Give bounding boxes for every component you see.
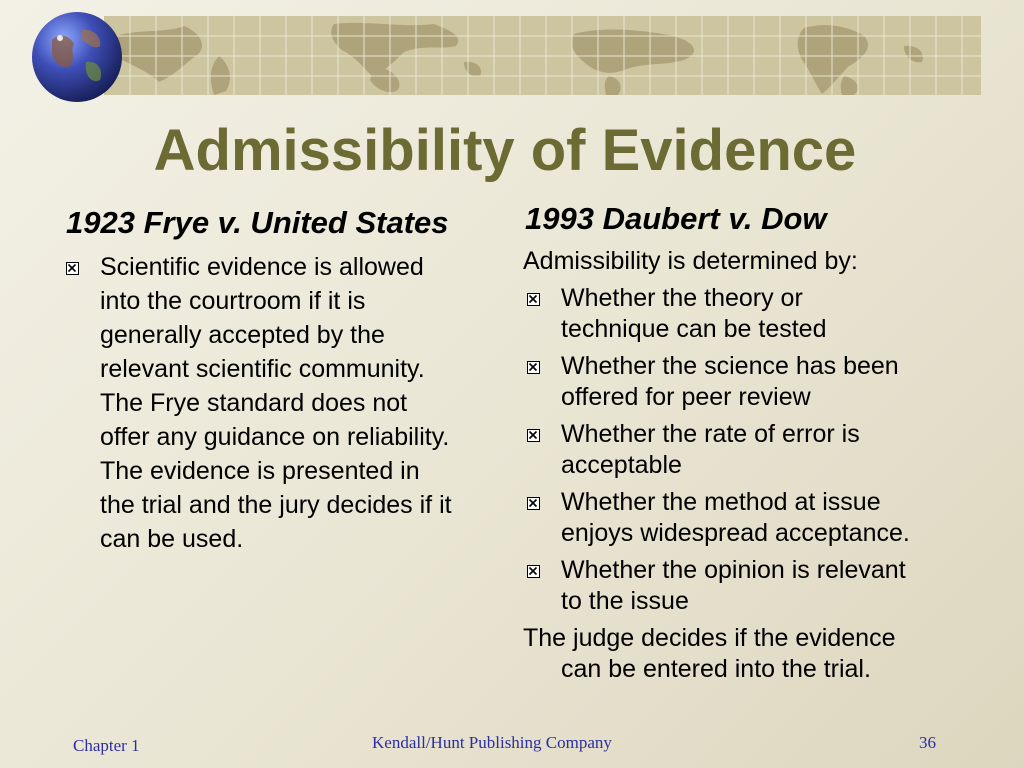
- frye-line: can be used.: [100, 525, 244, 553]
- closing-line: The judge decides if the evidence: [523, 624, 896, 652]
- daubert-bullet: [523, 283, 993, 345]
- frye-line: offer any guidance on reliability.: [100, 423, 450, 451]
- daubert-bullet-line: to the issue: [561, 587, 689, 615]
- daubert-closing: [523, 623, 993, 685]
- frye-heading: 1923 Frye v. United States: [66, 205, 449, 240]
- daubert-bullet-line: Whether the method at issue: [561, 488, 881, 516]
- checkbox-x-icon: [527, 497, 540, 510]
- frye-line: relevant scientific community.: [100, 355, 425, 383]
- checkbox-x-icon: [527, 565, 540, 578]
- daubert-bullet: [523, 487, 993, 549]
- footer-chapter: Chapter 1: [73, 736, 140, 755]
- daubert-content: [523, 246, 993, 685]
- checkbox-x-icon: [527, 293, 540, 306]
- checkbox-x-icon: [527, 361, 540, 374]
- frye-line: The evidence is presented in: [100, 457, 420, 485]
- frye-line: Scientific evidence is allowed: [100, 253, 424, 281]
- daubert-bullet-line: technique can be tested: [561, 315, 827, 343]
- world-map-graphic: [104, 16, 981, 95]
- slide-title: Admissibility of Evidence: [153, 118, 857, 183]
- daubert-bullet: [523, 555, 993, 617]
- footer-publisher: Kendall/Hunt Publishing Company: [372, 733, 612, 752]
- frye-line: The Frye standard does not: [100, 389, 408, 417]
- checkbox-x-icon: [66, 262, 79, 275]
- frye-bullet: [66, 250, 506, 556]
- daubert-bullet: [523, 351, 993, 413]
- daubert-bullet-line: enjoys widespread acceptance.: [561, 519, 910, 547]
- world-map-banner: [104, 16, 981, 95]
- footer-page-number: 36: [919, 733, 936, 752]
- frye-line: into the courtroom if it is: [100, 287, 366, 315]
- daubert-bullet-line: Whether the opinion is relevant: [561, 556, 906, 584]
- checkbox-x-icon: [527, 429, 540, 442]
- frye-line: generally accepted by the: [100, 321, 385, 349]
- daubert-heading: 1993 Daubert v. Dow: [525, 201, 827, 236]
- daubert-bullet-line: acceptable: [561, 451, 682, 479]
- globe-icon: [30, 10, 124, 104]
- daubert-bullet-line: Whether the rate of error is: [561, 420, 860, 448]
- frye-line: the trial and the jury decides if it: [100, 491, 452, 519]
- daubert-bullet: [523, 419, 993, 481]
- daubert-bullet-line: offered for peer review: [561, 383, 811, 411]
- frye-list: [66, 250, 506, 556]
- daubert-bullet-line: Whether the science has been: [561, 352, 899, 380]
- daubert-intro: Admissibility is determined by:: [523, 247, 858, 275]
- closing-line: can be entered into the trial.: [561, 655, 871, 683]
- daubert-bullet-line: Whether the theory or: [561, 284, 803, 312]
